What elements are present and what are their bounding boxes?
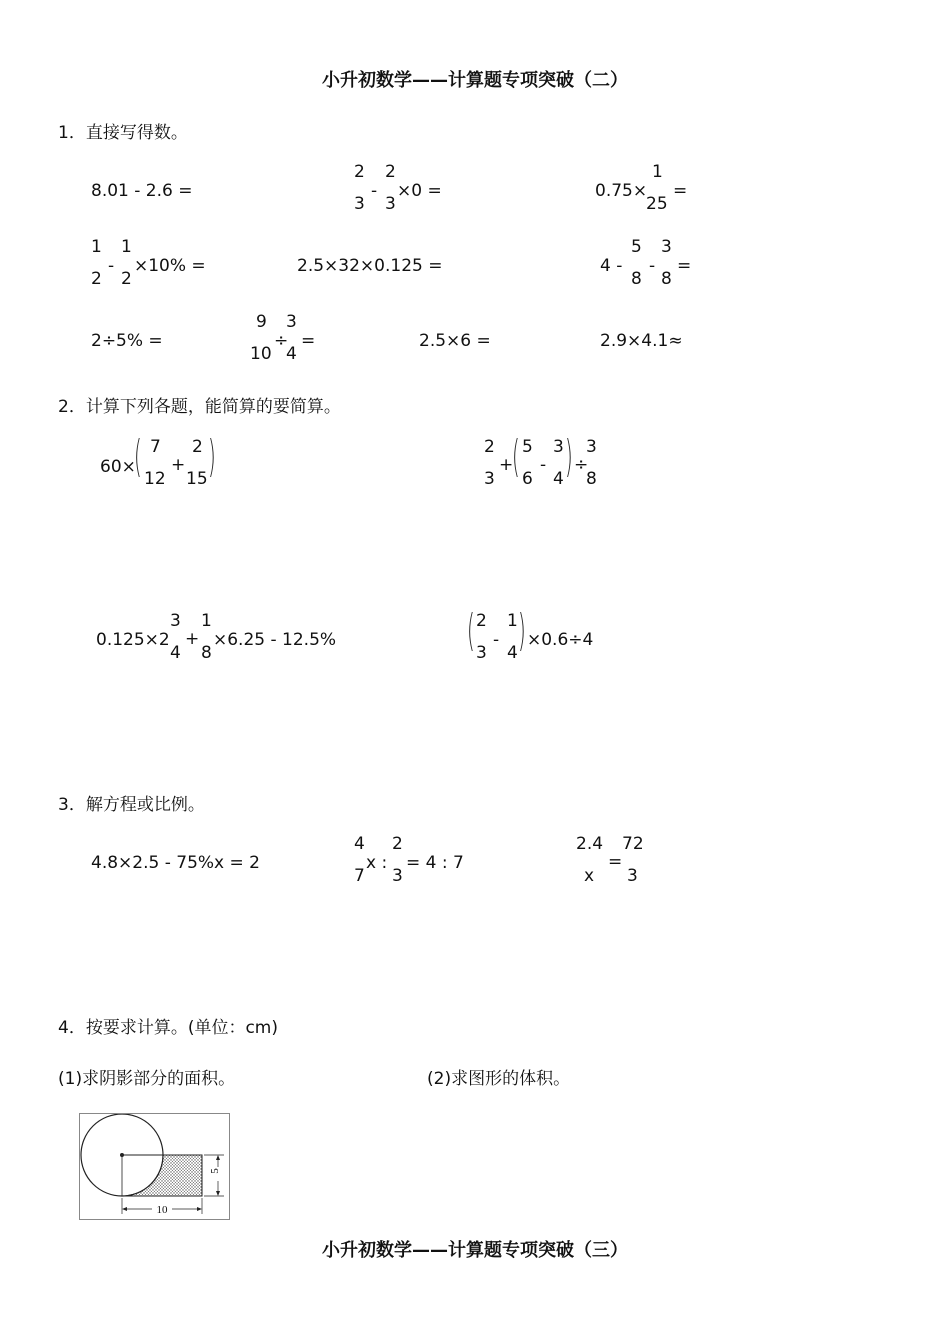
fraction-numerator: 7 [150,437,161,457]
fraction-numerator: 2 [392,834,403,854]
dim-arrow-top [216,1155,220,1160]
operator: + [185,629,200,649]
fraction-numerator: 5 [522,437,533,457]
figure-drawing [80,1114,229,1219]
fraction-denominator: 4 [170,643,181,663]
fraction-denominator: 6 [522,469,533,489]
fraction-numerator: 2.4 [576,834,604,854]
operator: - [493,630,500,650]
dim-label-right: 5 [209,1168,221,1174]
fraction-denominator: 3 [392,866,403,886]
fraction-denominator: 15 [186,469,208,489]
fraction-numerator: 3 [286,312,297,332]
variable: x : [366,853,388,873]
dim-label-bottom: 10 [156,1204,168,1216]
fraction-numerator: 3 [661,237,672,257]
expr-rest: = 4 : 7 [406,853,464,873]
operator: - [108,256,115,276]
expr-rest: ×0 = [397,181,442,201]
expr-rest: = [677,256,692,276]
fraction-numerator: 2 [476,611,487,631]
fraction-denominator: 12 [144,469,166,489]
left-parenthesis: ( [134,431,142,482]
fraction-numerator: 3 [170,611,181,631]
fraction-numerator: 1 [507,611,518,631]
fraction-denominator: 3 [627,866,638,886]
left-parenthesis: ( [512,431,520,482]
equals-sign: = [608,852,623,872]
fraction-numerator: 5 [631,237,642,257]
left-parenthesis: ( [467,605,475,656]
expr-rest: ×0.6÷4 [527,630,594,650]
operator: - [540,455,547,475]
fraction-denominator: 8 [201,643,212,663]
expr-prefix: 0.75× [595,181,648,201]
expr-prefix: 60× [100,457,136,477]
fraction-denominator: 3 [476,643,487,663]
operator: ÷ [574,455,589,475]
fraction-numerator: 1 [91,237,102,257]
fraction-denominator: 8 [586,469,597,489]
fraction-numerator: 1 [652,162,663,182]
section-3-heading: 3．解方程或比例。 [58,795,205,815]
fraction-denominator: 4 [286,344,297,364]
expr-rest: ×6.25 - 12.5% [213,630,337,650]
next-page-title: 小升初数学——计算题专项突破（三） [322,1240,628,1261]
fraction-numerator: 2 [354,162,365,182]
expr-rest: = [301,331,316,351]
fraction-denominator: 4 [553,469,564,489]
dim-arrow-bottom [216,1191,220,1196]
operator: - [649,256,656,276]
section-4-part-2: (2)求图形的体积。 [427,1069,571,1089]
fraction-numerator: 2 [385,162,396,182]
expr-rest: ×10% = [134,256,206,276]
expr-text: 2.5×6 = [419,331,491,351]
fraction-numerator: 4 [354,834,365,854]
fraction-denominator: x [584,866,595,886]
equation-text: 4.8×2.5 - 75%x = 2 [91,853,260,873]
expr-prefix: 0.125×2 [96,630,170,650]
fraction-denominator: 3 [354,194,365,214]
fraction-numerator: 3 [586,437,597,457]
fraction-numerator: 1 [121,237,132,257]
section-4-heading: 4．按要求计算。(单位：cm) [58,1018,278,1038]
fraction-denominator: 8 [661,269,672,289]
fraction-denominator: 4 [507,643,518,663]
expr-text: 2÷5% = [91,331,163,351]
fraction-denominator: 25 [646,194,668,214]
expr-text: 8.01 - 2.6 = [91,181,193,201]
expr-text: 2.5×32×0.125 = [297,256,443,276]
center-dot [120,1153,124,1157]
right-parenthesis: ) [565,431,573,482]
section-4-part-1: (1)求阴影部分的面积。 [58,1069,236,1089]
page-title: 小升初数学——计算题专项突破（二） [322,70,628,91]
section-1-heading: 1．直接写得数。 [58,123,188,143]
expr-text: 2.9×4.1≈ [600,331,683,351]
fraction-numerator: 2 [484,437,495,457]
section-2-heading: 2．计算下列各题，能简算的要简算。 [58,397,341,417]
operator: + [499,455,514,475]
dim-arrow-left [122,1207,127,1211]
fraction-denominator: 8 [631,269,642,289]
operator: ÷ [274,331,289,351]
expr-prefix: 4 - [600,256,623,276]
fraction-numerator: 72 [622,834,644,854]
operator: + [171,455,186,475]
fraction-denominator: 2 [91,269,102,289]
fraction-numerator: 1 [201,611,212,631]
fraction-denominator: 7 [354,866,365,886]
operator: - [371,181,378,201]
shaded-area-figure [79,1113,230,1220]
right-parenthesis: ) [518,605,526,656]
right-parenthesis: ) [208,431,216,482]
fraction-numerator: 9 [256,312,267,332]
fraction-numerator: 3 [553,437,564,457]
dim-arrow-right [197,1207,202,1211]
fraction-denominator: 3 [484,469,495,489]
fraction-denominator: 3 [385,194,396,214]
fraction-denominator: 2 [121,269,132,289]
fraction-denominator: 10 [250,344,272,364]
fraction-numerator: 2 [192,437,203,457]
expr-rest: = [673,181,688,201]
